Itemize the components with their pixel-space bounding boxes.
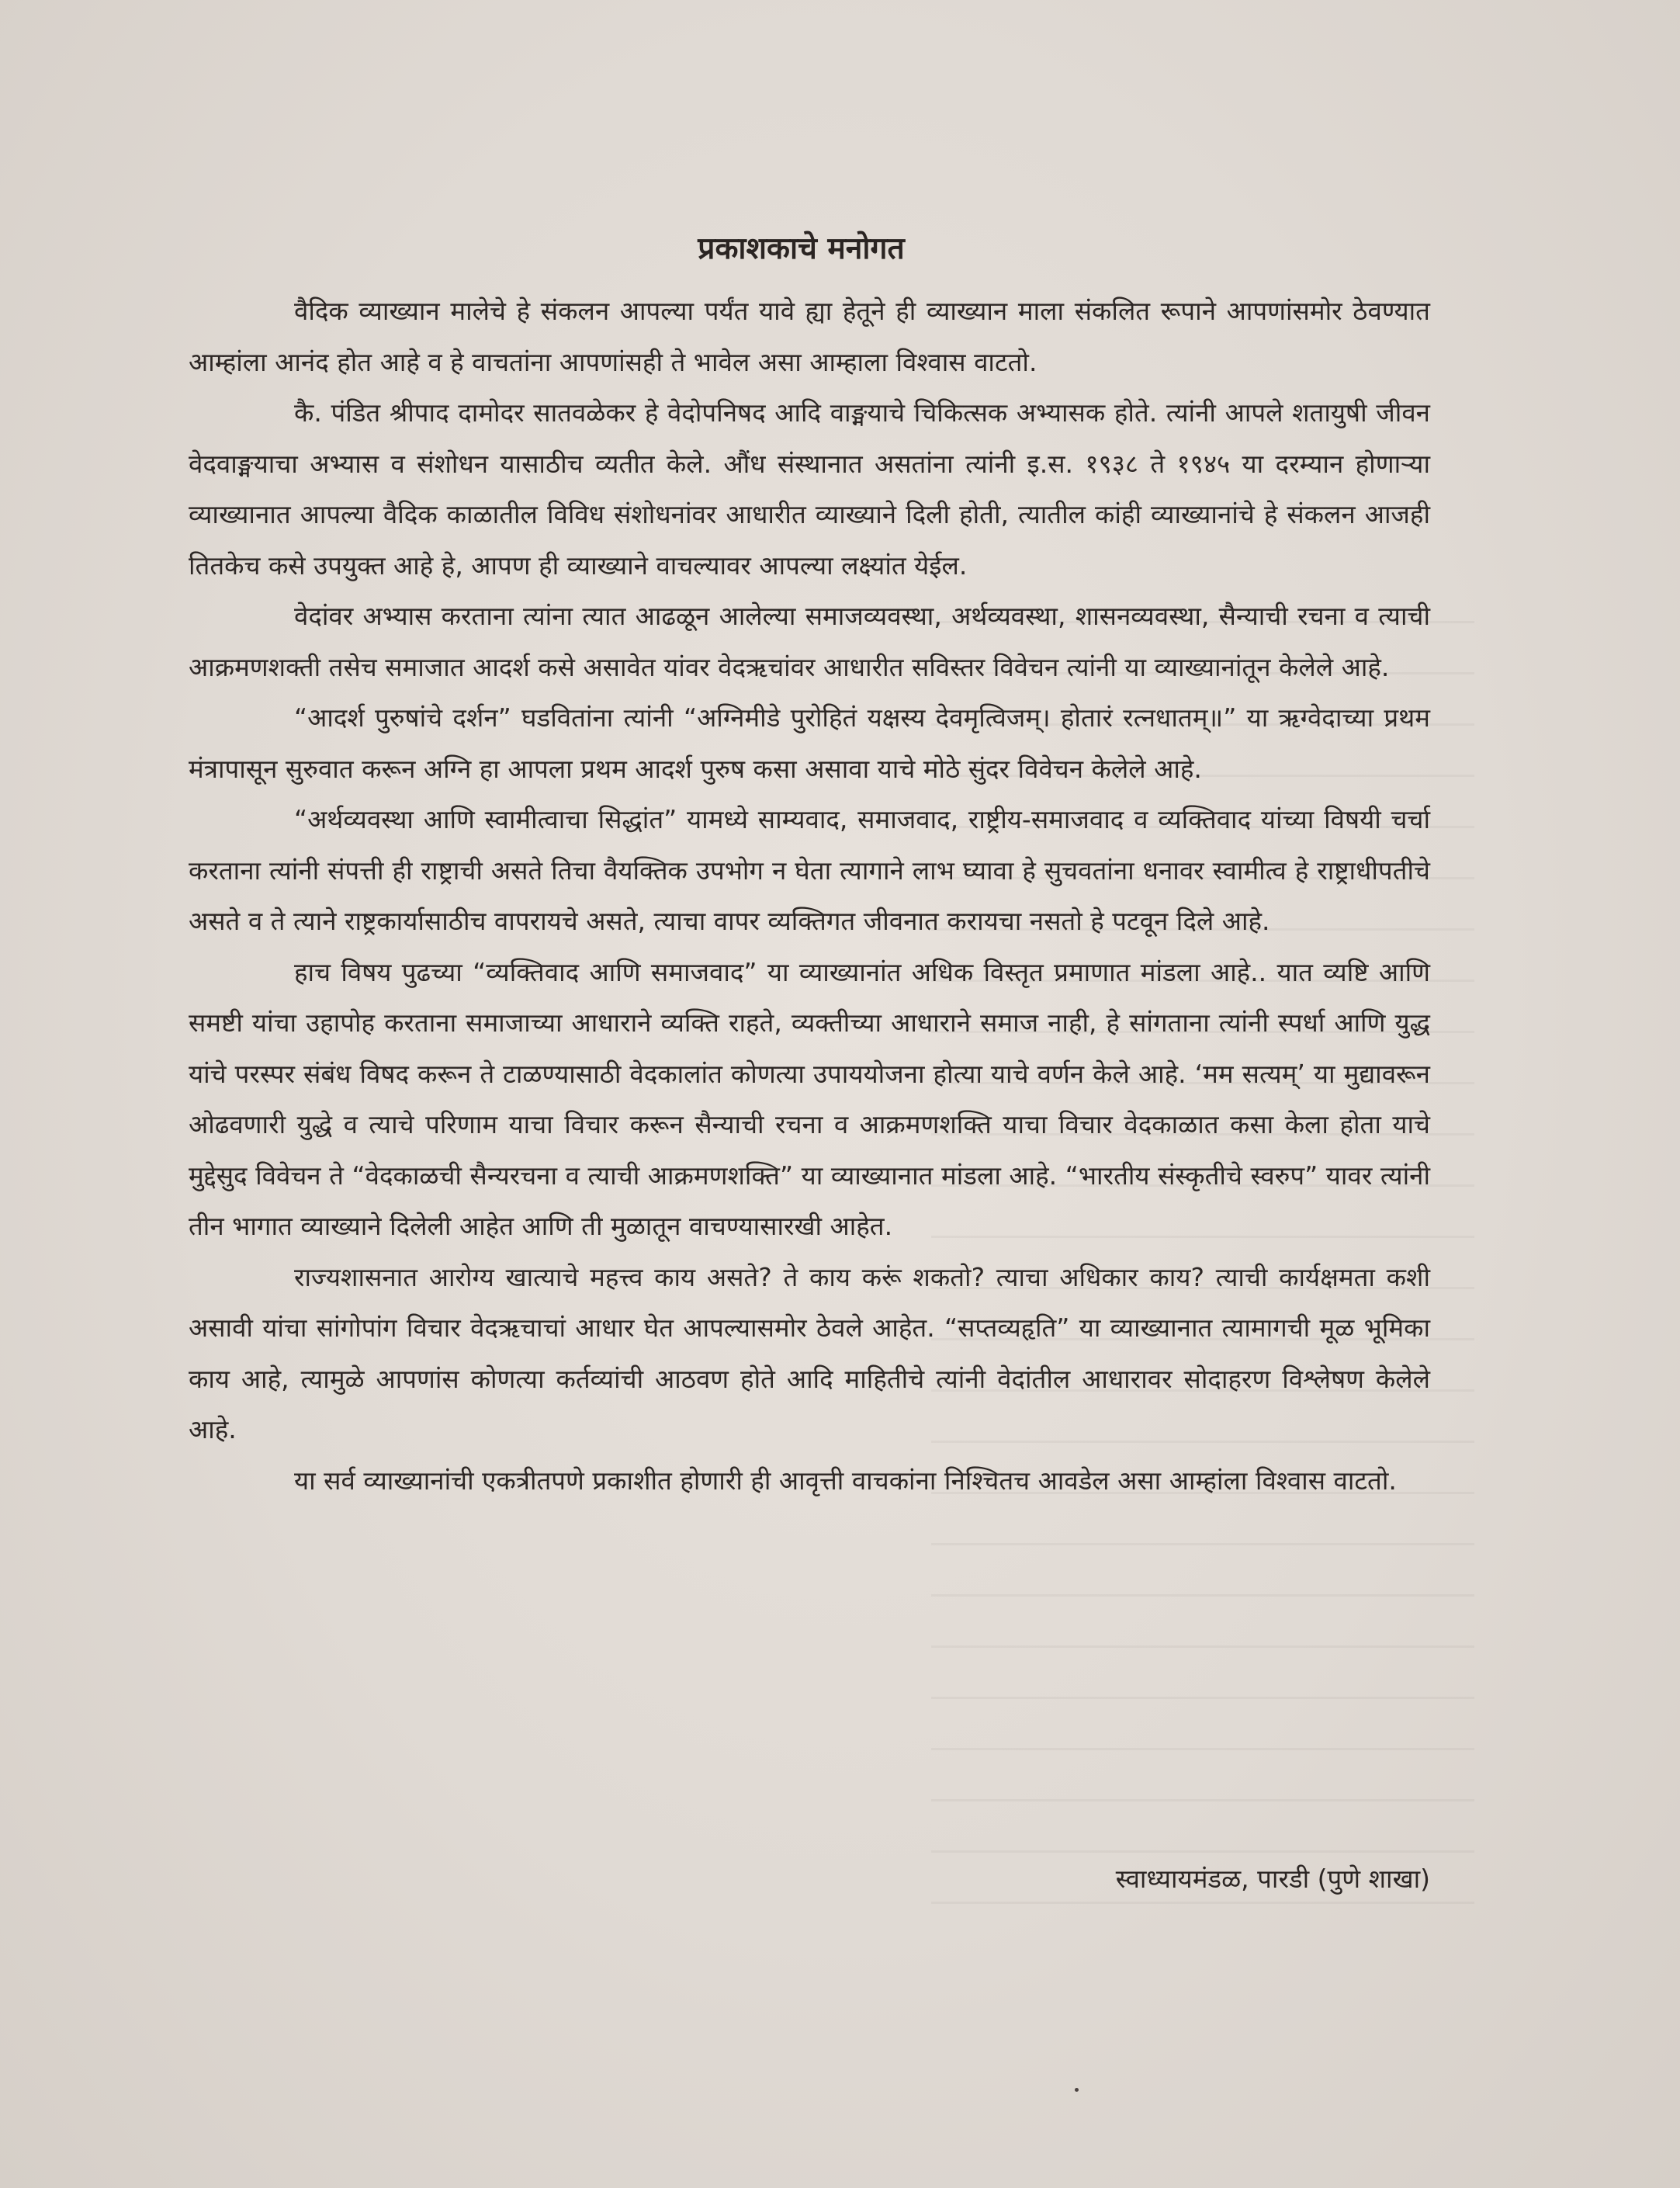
paragraph-ideal-person: “आदर्श पुरुषांचे दर्शन” घडवितांना त्यांनी “अग्निमीडे पुरोहितं यक्षस्य देवमृत्विजम्। होतारं रत्नधातम्॥” या ऋग्वेदाच्या प्रथम मंत्रापासून सुरुवात करून अग्नि हा आपला प्रथम आदर्श पुरुष कसा असावा याचे मोठे सुंदर विवेचन केलेले आहे. (189, 702, 1430, 784)
page-title: प्रकाशकाचे मनोगत (698, 231, 905, 266)
paragraph-closing: या सर्व व्याख्यानांची एकत्रीतपणे प्रकाशीत होणारी ही आवृत्ती वाचकांना निश्चितच आवडेल असा आम्हांला विश्वास वाटतो. (294, 1465, 1397, 1496)
speck-mark (1075, 2088, 1079, 2092)
paragraph-intro: वैदिक व्याख्यान मालेचे हे संकलन आपल्या पर्यंत यावे ह्या हेतूने ही व्याख्यान माला संकलित रूपाने आपणांसमोर ठेवण्यात आम्हांला आनंद होत आहे व हे वाचतांना आपणांसही ते भावेल असा आम्हाला विश्वास वाटतो. (189, 296, 1430, 377)
paragraph-health: राज्यशासनात आरोग्य खात्याचे महत्त्व काय असते? ते काय करूं शकतो? त्याचा अधिकार काय? त्याची कार्यक्षमता कशी असावी यांचा सांगोपांग विचार वेदऋचाचां आधार घेत आपल्यासमोर ठेवले आहेत. “सप्तव्यहृति” या व्याख्यानात त्यामागची मूळ भूमिका काय आहे, त्यामुळे आपणांस कोणत्या कर्तव्यांची आठवण होते आदि माहितीचे त्यांनी वेदांतील आधारावर सोदाहरण विश्लेषण केलेले आहे. (189, 1261, 1430, 1444)
paragraph-individualism: हाच विषय पुढच्या “व्यक्तिवाद आणि समाजवाद” या व्याख्यानांत अधिक विस्तृत प्रमाणात मांडला आहे.. यात व्यष्टि आणि समष्टी यांचा उहापोह करताना समाजाच्या आधाराने व्यक्ति राहते, व्यक्तीच्या आधाराने समाज नाही, हे सांगताना त्यांनी स्पर्धा आणि युद्ध यांचे परस्पर संबंध विषद करून ते टाळण्यासाठी वेदकालांत कोणत्या उपाययोजना होत्या याचे वर्णन केले आहे. ‘मम सत्यम्’ या मुद्यावरून ओढवणारी युद्धे व त्याचे परिणाम याचा विचार करून सैन्याची रचना व आक्रमणशक्ति याचा विचार वेदकाळात कसा केला होता याचे मुद्देसुद विवेचन ते “वेदकाळची सैन्यरचना व त्याची आक्रमणशक्ति” या व्याख्यानात मांडला आहे. “भारतीय संस्कृतीचे स्वरुप” यावर त्यांनी तीन भागात व्याख्याने दिलेली आहेत आणि ती मुळातून वाचण्यासारखी आहेत. (189, 956, 1430, 1241)
body-text (189, 286, 1430, 1506)
paragraph-vedic-systems: वेदांवर अभ्यास करताना त्यांना त्यात आढळून आलेल्या समाजव्यवस्था, अर्थव्यवस्था, शासनव्यवस्था, सैन्याची रचना व त्याची आक्रमणशक्ती तसेच समाजात आदर्श कसे असावेत यांवर वेदऋचांवर आधारीत सविस्तर विवेचन त्यांनी या व्याख्यानांतून केलेले आहे. (189, 601, 1430, 682)
publisher-signature: स्वाध्यायमंडळ, पारडी (पुणे शाखा) (1115, 1864, 1430, 1894)
paragraph-author: कै. पंडित श्रीपाद दामोदर सातवळेकर हे वेदोपनिषद आदि वाङ्मयाचे चिकित्सक अभ्यासक होते. त्यांनी आपले शतायुषी जीवन वेदवाङ्मयाचा अभ्यास व संशोधन यासाठीच व्यतीत केले. औंध संस्थानात असतांना त्यांनी इ.स. १९३८ ते १९४५ या दरम्यान होणाऱ्या व्याख्यानात आपल्या वैदिक काळातील विविध संशोधनांवर आधारीत व्याख्याने दिली होती, त्यातील कांही व्याख्यानांचे हे संकलन आजही तितकेच कसे उपयुक्त आहे हे, आपण ही व्याख्याने वाचल्यावर आपल्या लक्ष्यांत येईल. (189, 397, 1430, 581)
paragraph-economy: “अर्थव्यवस्था आणि स्वामीत्वाचा सिद्धांत” यामध्ये साम्यवाद, समाजवाद, राष्ट्रीय-समाजवाद व व्यक्तिवाद यांच्या विषयी चर्चा करताना त्यांनी संपत्ती ही राष्ट्राची असते तिचा वैयक्तिक उपभोग न घेता त्यागाने लाभ घ्यावा हे सुचवतांना धनावर स्वामीत्व हे राष्ट्राधीपतीचे असते व ते त्याने राष्ट्रकार्यासाठीच वापरायचे असते, त्याचा वापर व्यक्तिगत जीवनात करायचा नसतो हे पटवून दिले आहे. (189, 804, 1430, 936)
